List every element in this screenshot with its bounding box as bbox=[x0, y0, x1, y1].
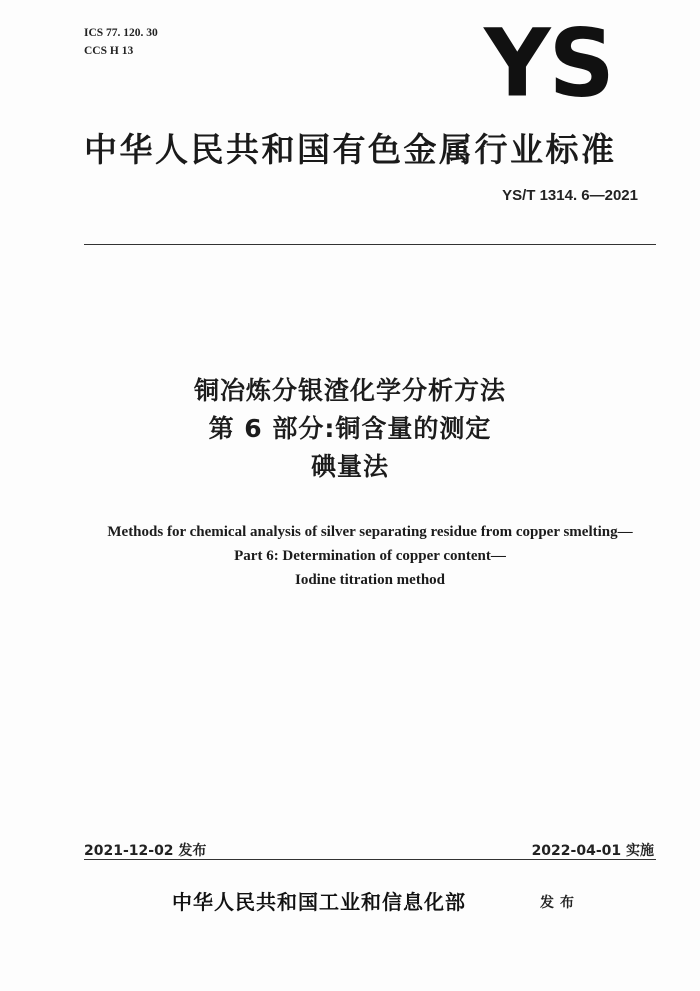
ccs-code: CCS H 13 bbox=[84, 45, 134, 57]
english-title-line-1: Methods for chemical analysis of silver separating residue from copper smelting— bbox=[107, 524, 633, 540]
publish-date: 2021-12-02 发布 bbox=[84, 843, 207, 859]
top-divider bbox=[84, 244, 656, 245]
english-title-block bbox=[0, 520, 700, 592]
chinese-title-block bbox=[0, 372, 700, 486]
chinese-title-line-3: 碘量法 bbox=[310, 452, 389, 481]
chinese-title-line-1: 铜冶炼分银渣化学分析方法 bbox=[193, 376, 506, 405]
english-title-line-2: Part 6: Determination of copper content— bbox=[234, 548, 506, 564]
issuing-authority: 中华人民共和国工业和信息化部 bbox=[172, 890, 466, 914]
english-title-line-3: Iodine titration method bbox=[295, 572, 445, 588]
chinese-title-line-2: 第 6 部分:铜含量的测定 bbox=[208, 414, 492, 443]
standard-number: YS/T 1314. 6—2021 bbox=[502, 187, 638, 204]
standard-category-title: 中华人民共和国有色金属行业标准 bbox=[84, 130, 617, 169]
implementation-date: 2022-04-01 实施 bbox=[531, 843, 654, 859]
ys-logo: YS bbox=[484, 8, 613, 119]
classification-codes bbox=[84, 24, 158, 60]
ics-code: ICS 77. 120. 30 bbox=[84, 27, 158, 39]
issued-label: 发布 bbox=[540, 895, 580, 911]
bottom-divider bbox=[84, 859, 656, 860]
